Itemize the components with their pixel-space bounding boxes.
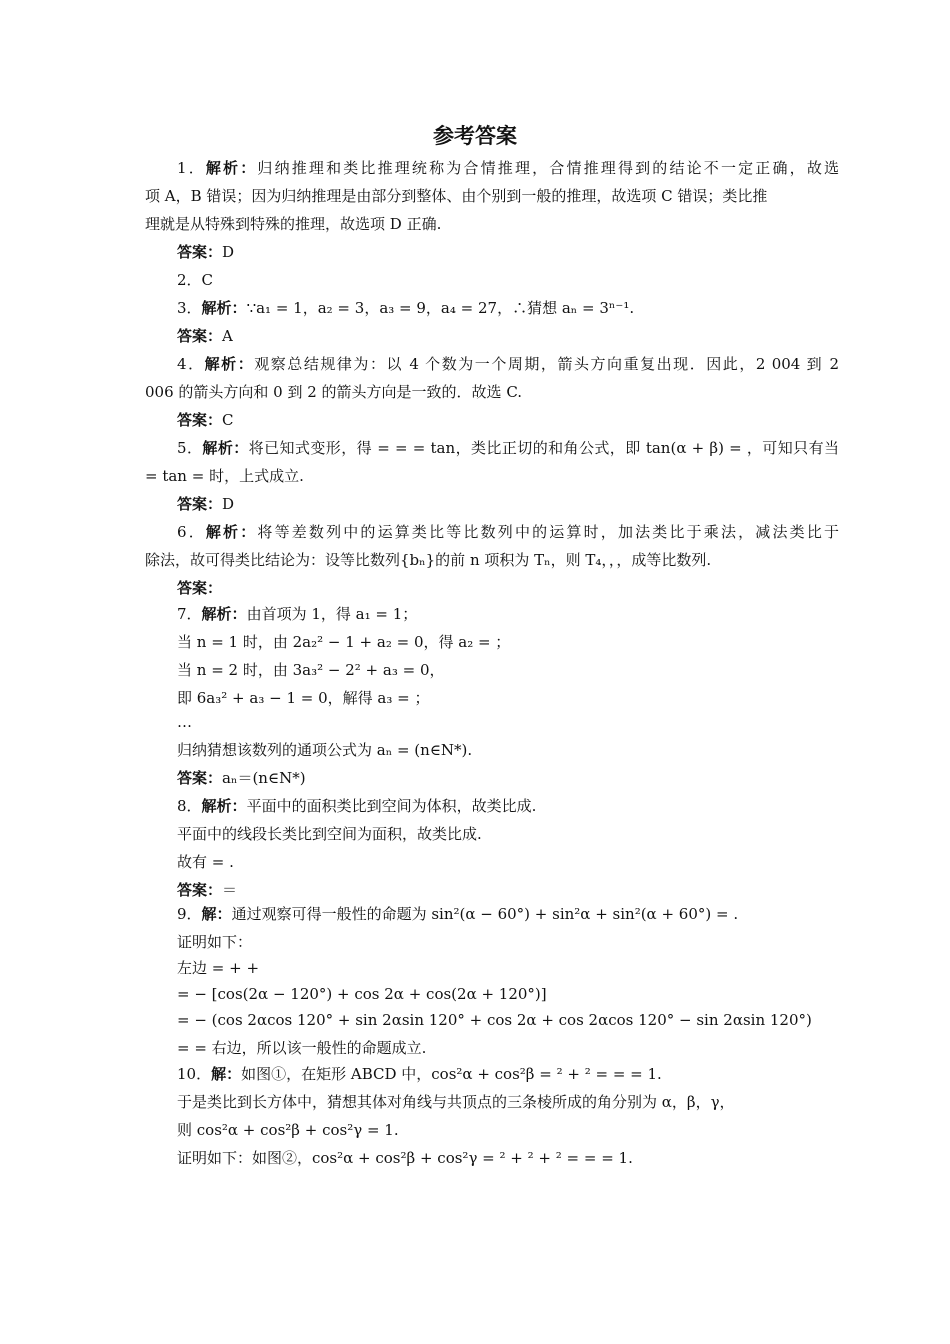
line-q9-6: = = 右边，所以该一般性的命题成立.	[177, 1039, 427, 1057]
line-q9-3: 左边 = + +	[177, 959, 260, 977]
line-q9-1: 9．解：通过观察可得一般性的命题为 sin²(α − 60°) + sin²α + sin²(α + 60°) = .	[177, 905, 739, 923]
line-q10-2: 于是类比到长方体中，猜想其体对角线与共顶点的三条棱所成的角分别为 α，β，γ，	[177, 1093, 735, 1111]
line-q5-2: = tan = 时，上式成立.	[145, 467, 304, 485]
line-q2: 2．C	[177, 271, 214, 289]
line-q6-2: 除法，故可得类比结论为：设等比数列{bₙ}的前 n 项积为 Tₙ，则 T₄，，，成等比数列.	[145, 551, 712, 569]
line-q6-1: 6．解析：将等差数列中的运算类比等比数列中的运算时，加法类比于乘法，减法类比于	[177, 523, 839, 541]
line-a8: 答案：＝	[177, 881, 238, 899]
line-q10-3: 则 cos²α + cos²β + cos²γ = 1.	[177, 1121, 399, 1139]
line-q5-1: 5．解析：将已知式变形，得 = = = tan，类比正切的和角公式，即 tan(α + β) = ，可知只有当	[177, 439, 839, 457]
line-q9-5: = − (cos 2αcos 120° + sin 2αsin 120° + cos 2α + cos 2αcos 120° − sin 2αsin 120°)	[177, 1011, 812, 1029]
line-q7-2: 当 n = 1 时，由 2a₂² − 1 + a₂ = 0，得 a₂ = ；	[177, 633, 511, 651]
line-q1-1: 1．解析：归纳推理和类比推理统称为合情推理，合情推理得到的结论不一定正确，故选	[177, 159, 839, 177]
line-q8-1: 8．解析：平面中的面积类比到空间为体积，故类比成.	[177, 797, 537, 815]
line-q7-5: …	[177, 713, 192, 731]
line-a7: 答案：aₙ＝(n∈N*)	[177, 769, 306, 787]
page-title: 参考答案	[433, 123, 517, 148]
line-q1-3: 理就是从特殊到特殊的推理，故选项 D 正确.	[145, 215, 442, 233]
line-a3: 答案：A	[177, 327, 233, 345]
line-a1: 答案：D	[177, 243, 235, 261]
line-q7-3: 当 n = 2 时，由 3a₃² − 2² + a₃ = 0，	[177, 661, 445, 679]
line-a6: 答案：	[177, 579, 223, 597]
line-q8-3: 故有 = .	[177, 853, 234, 871]
line-q4-2: 006 的箭头方向和 0 到 2 的箭头方向是一致的．故选 C.	[145, 383, 523, 401]
line-q10-1: 10．解：如图①，在矩形 ABCD 中，cos²α + cos²β = ² + ² = = = 1.	[177, 1065, 662, 1083]
line-q9-2: 证明如下：	[177, 933, 253, 951]
line-a5: 答案：D	[177, 495, 235, 513]
line-q4-1: 4．解析：观察总结规律为：以 4 个数为一个周期，箭头方向重复出现．因此，2 004 到 2	[177, 355, 840, 373]
line-q9-4: = − [cos(2α − 120°) + cos 2α + cos(2α + 120°)]	[177, 985, 547, 1003]
line-q7-1: 7．解析：由首项为 1，得 a₁ = 1；	[177, 605, 418, 623]
line-q3: 3．解析：∵a₁ = 1，a₂ = 3，a₃ = 9，a₄ = 27，∴猜想 aₙ = 3ⁿ⁻¹.	[177, 299, 635, 317]
line-q7-4: 即 6a₃² + a₃ − 1 = 0，解得 a₃ = ；	[177, 689, 430, 707]
line-q8-2: 平面中的线段长类比到空间为面积，故类比成.	[177, 825, 482, 843]
line-q10-4: 证明如下：如图②，cos²α + cos²β + cos²γ = ² + ² + ² = = = 1.	[177, 1149, 633, 1167]
line-a4: 答案：C	[177, 411, 234, 429]
line-q1-2: 项 A，B 错误；因为归纳推理是由部分到整体、由个别到一般的推理，故选项 C 错误；类比推	[145, 187, 768, 205]
line-q7-6: 归纳猜想该数列的通项公式为 aₙ = (n∈N*).	[177, 741, 473, 759]
